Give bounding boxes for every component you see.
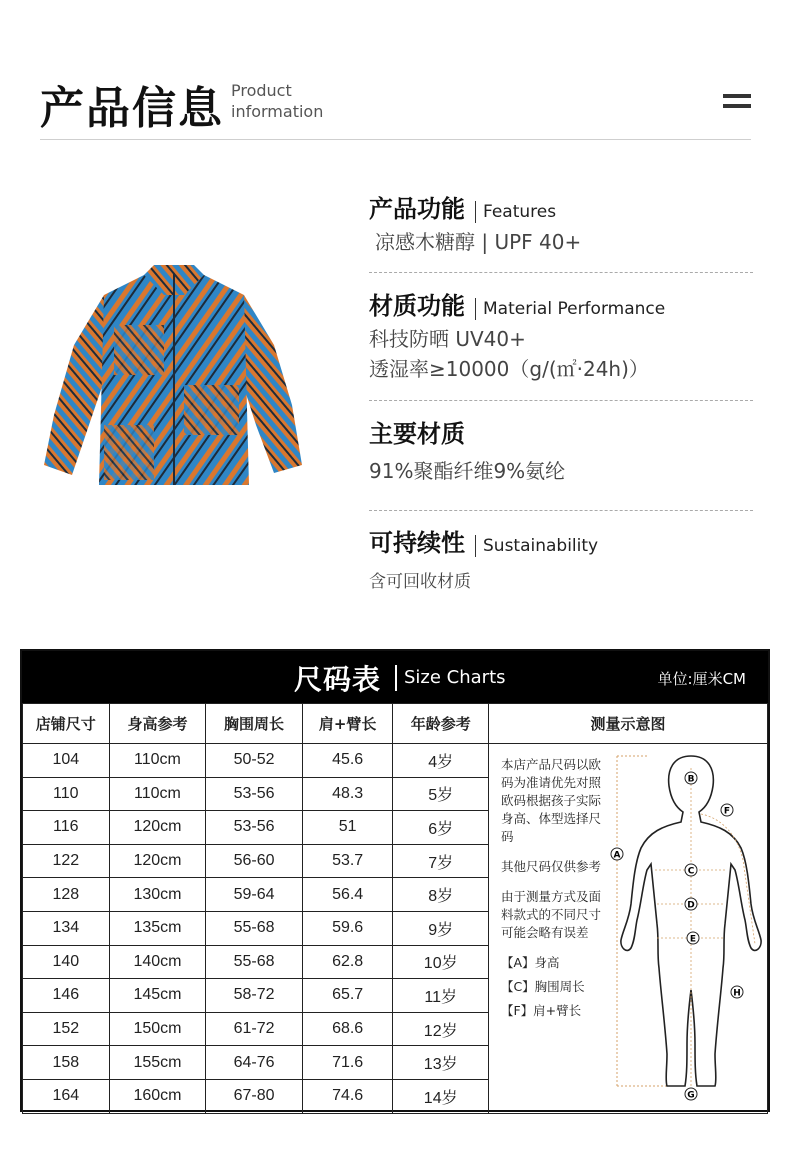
cell-shoulder-arm: 59.6 xyxy=(302,911,393,945)
cell-height: 160cm xyxy=(109,1079,206,1113)
column-header: 身高参考 xyxy=(109,704,206,744)
page-subtitle: Product information xyxy=(231,81,324,121)
menu-icon[interactable] xyxy=(723,94,751,110)
cell-size: 128 xyxy=(23,878,110,912)
cell-size: 158 xyxy=(23,1046,110,1080)
info-title: 产品功能 xyxy=(369,195,465,223)
measurement-diagram xyxy=(488,744,767,1114)
size-table xyxy=(22,703,768,1114)
column-header: 店铺尺寸 xyxy=(23,704,110,744)
info-title: 材质功能 xyxy=(369,292,465,320)
info-value: 科技防晒 UV40+ xyxy=(369,327,526,351)
note-text: 本店产品尺码以欧码为准请优先对照欧码根据孩子实际身高、体型选择尺码 xyxy=(500,757,601,844)
marker-h: H xyxy=(733,988,741,999)
cell-shoulder-arm: 51 xyxy=(302,811,393,845)
info-main-material xyxy=(369,420,753,486)
cell-size: 152 xyxy=(23,1012,110,1046)
cell-height: 150cm xyxy=(109,1012,206,1046)
cell-chest: 56-60 xyxy=(206,844,303,878)
marker-e: E xyxy=(689,934,697,945)
cell-shoulder-arm: 68.6 xyxy=(302,1012,393,1046)
jacket-image xyxy=(44,265,304,487)
cell-age: 10岁 xyxy=(393,945,489,979)
cell-age: 14岁 xyxy=(393,1079,489,1113)
cell-chest: 64-76 xyxy=(206,1046,303,1080)
info-value: 含可回收材质 xyxy=(369,572,471,592)
marker-a: A xyxy=(613,850,621,861)
cell-size: 140 xyxy=(23,945,110,979)
note-text: 其他尺码仅供参考 xyxy=(500,859,601,874)
cell-shoulder-arm: 62.8 xyxy=(302,945,393,979)
cell-height: 135cm xyxy=(109,911,206,945)
info-material xyxy=(369,292,753,384)
column-header: 测量示意图 xyxy=(488,704,767,744)
cell-age: 6岁 xyxy=(393,811,489,845)
size-chart-subtitle: Size Charts xyxy=(404,667,506,688)
cell-size: 146 xyxy=(23,979,110,1013)
info-subtitle: Material Performance xyxy=(483,299,666,319)
size-chart-title: 尺码表 xyxy=(294,663,382,696)
cell-chest: 61-72 xyxy=(206,1012,303,1046)
cell-chest: 53-56 xyxy=(206,811,303,845)
size-chart xyxy=(20,649,770,1112)
cell-size: 134 xyxy=(23,911,110,945)
size-chart-unit: 单位:厘米CM xyxy=(657,670,746,688)
page-header xyxy=(40,66,751,140)
table-row xyxy=(23,744,768,778)
cell-chest: 58-72 xyxy=(206,979,303,1013)
cell-age: 12岁 xyxy=(393,1012,489,1046)
info-features xyxy=(369,195,753,257)
legend-item: 【F】肩+臂长 xyxy=(500,1003,582,1018)
cell-shoulder-arm: 48.3 xyxy=(302,777,393,811)
column-header: 肩+臂长 xyxy=(302,704,393,744)
marker-b: B xyxy=(687,774,695,785)
cell-height: 145cm xyxy=(109,979,206,1013)
cell-age: 13岁 xyxy=(393,1046,489,1080)
divider xyxy=(369,510,753,511)
body-figure xyxy=(609,744,767,1110)
info-subtitle: Sustainability xyxy=(483,536,599,556)
cell-height: 110cm xyxy=(109,777,206,811)
cell-size: 164 xyxy=(23,1079,110,1113)
cell-age: 7岁 xyxy=(393,844,489,878)
cell-age: 8岁 xyxy=(393,878,489,912)
legend-item: 【C】胸围周长 xyxy=(500,979,585,994)
cell-size: 110 xyxy=(23,777,110,811)
cell-size: 122 xyxy=(23,844,110,878)
cell-height: 110cm xyxy=(109,744,206,778)
marker-c: C xyxy=(687,866,695,877)
info-title: 可持续性 xyxy=(369,529,465,557)
divider xyxy=(369,400,753,401)
info-title: 主要材质 xyxy=(369,420,465,448)
info-value: 91%聚酯纤维9%氨纶 xyxy=(369,459,566,483)
cell-age: 4岁 xyxy=(393,744,489,778)
cell-age: 11岁 xyxy=(393,979,489,1013)
column-header: 胸围周长 xyxy=(206,704,303,744)
page-title: 产品信息 xyxy=(40,83,224,134)
info-subtitle: Features xyxy=(483,202,557,222)
cell-shoulder-arm: 71.6 xyxy=(302,1046,393,1080)
cell-chest: 59-64 xyxy=(206,878,303,912)
info-value: 凉感木糖醇 | UPF 40+ xyxy=(375,230,582,254)
cell-height: 155cm xyxy=(109,1046,206,1080)
divider xyxy=(369,272,753,273)
cell-size: 104 xyxy=(23,744,110,778)
cell-chest: 50-52 xyxy=(206,744,303,778)
cell-size: 116 xyxy=(23,811,110,845)
marker-d: D xyxy=(687,900,695,911)
marker-g: G xyxy=(687,1090,695,1101)
note-text: 由于测量方式及面料款式的不同尺寸可能会略有误差 xyxy=(500,889,601,940)
cell-height: 140cm xyxy=(109,945,206,979)
info-value: 透湿率≥10000（g/(㎡·24h)） xyxy=(369,357,649,381)
cell-chest: 55-68 xyxy=(206,945,303,979)
info-sustainability xyxy=(369,529,753,597)
cell-chest: 55-68 xyxy=(206,911,303,945)
measurement-notes xyxy=(501,756,611,1026)
cell-shoulder-arm: 65.7 xyxy=(302,979,393,1013)
size-chart-header xyxy=(22,651,768,703)
cell-shoulder-arm: 45.6 xyxy=(302,744,393,778)
cell-chest: 53-56 xyxy=(206,777,303,811)
measurement-legend xyxy=(501,954,611,1020)
column-header: 年龄参考 xyxy=(393,704,489,744)
cell-shoulder-arm: 74.6 xyxy=(302,1079,393,1113)
cell-age: 9岁 xyxy=(393,911,489,945)
table-header-row xyxy=(23,704,768,744)
marker-f: F xyxy=(723,806,731,817)
cell-age: 5岁 xyxy=(393,777,489,811)
cell-chest: 67-80 xyxy=(206,1079,303,1113)
legend-item: 【A】身高 xyxy=(500,955,560,970)
cell-shoulder-arm: 56.4 xyxy=(302,878,393,912)
cell-height: 120cm xyxy=(109,811,206,845)
cell-height: 130cm xyxy=(109,878,206,912)
cell-height: 120cm xyxy=(109,844,206,878)
cell-shoulder-arm: 53.7 xyxy=(302,844,393,878)
